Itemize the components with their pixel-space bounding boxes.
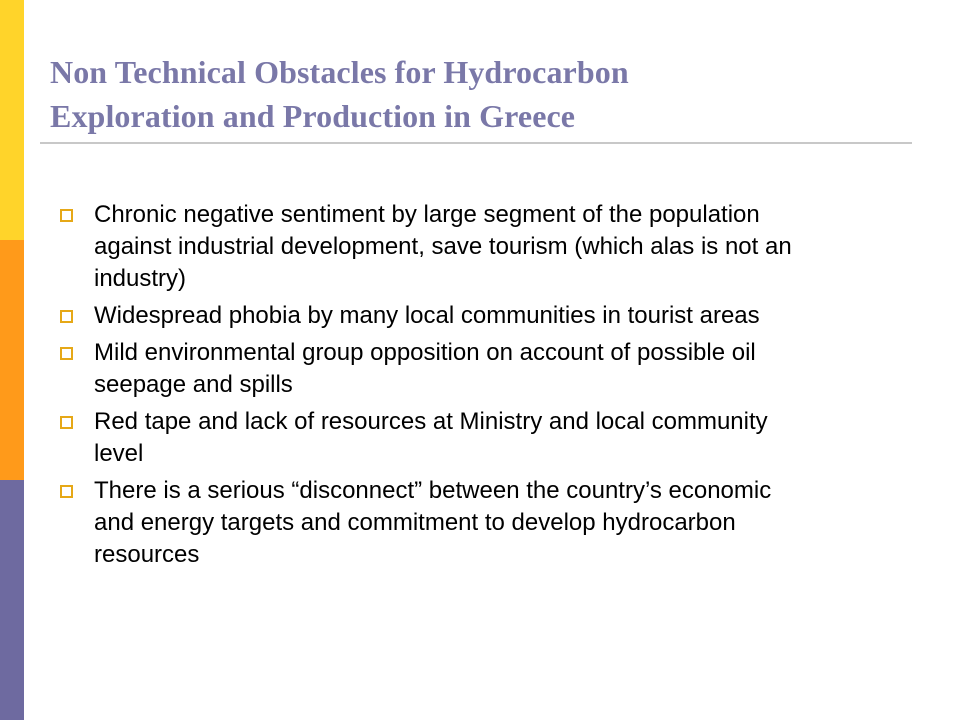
bullet-text-line: Mild environmental group opposition on account of possible oil [94,339,756,366]
bullet-text-line: resources [94,541,200,568]
bullet-text-line: level [94,440,144,467]
side-bar-bottom-segment [0,480,24,720]
bullet-text-line: seepage and spills [94,371,293,398]
bullet-text-line: against industrial development, save tourism (which alas is not an [94,233,792,260]
bullet-text-line: Widespread phobia by many local communities in tourist areas [94,302,760,329]
bullet-text [94,406,918,470]
hollow-square-icon [60,209,73,222]
side-bar-middle-segment [0,240,24,480]
bullet-text [94,337,918,401]
bullet-item [58,199,918,295]
bullet-text-line: There is a serious “disconnect” between the country’s economic [94,477,772,504]
slide-title [50,50,910,138]
bullet-item [58,337,918,401]
hollow-square-icon [60,485,73,498]
bullet-text-line: Red tape and lack of resources at Ministry and local community [94,408,768,435]
bullet-text-line: industry) [94,265,187,292]
bullet-text-line: and energy targets and commitment to develop hydrocarbon [94,509,736,536]
bullet-text-line: Chronic negative sentiment by large segment of the population [94,201,760,228]
bullet-list [58,199,918,576]
bullet-item [58,406,918,470]
hollow-square-icon [60,416,73,429]
bullet-text [94,475,918,571]
bullet-item [58,300,918,332]
slide-title-line: Exploration and Production in Greece [50,98,576,134]
hollow-square-icon [60,347,73,360]
hollow-square-icon [60,310,73,323]
bullet-text [94,199,918,295]
bullet-text [94,300,918,332]
slide-title-line: Non Technical Obstacles for Hydrocarbon [50,54,629,90]
bullet-item [58,475,918,571]
title-divider [40,142,912,144]
side-bar-top-segment [0,0,24,240]
